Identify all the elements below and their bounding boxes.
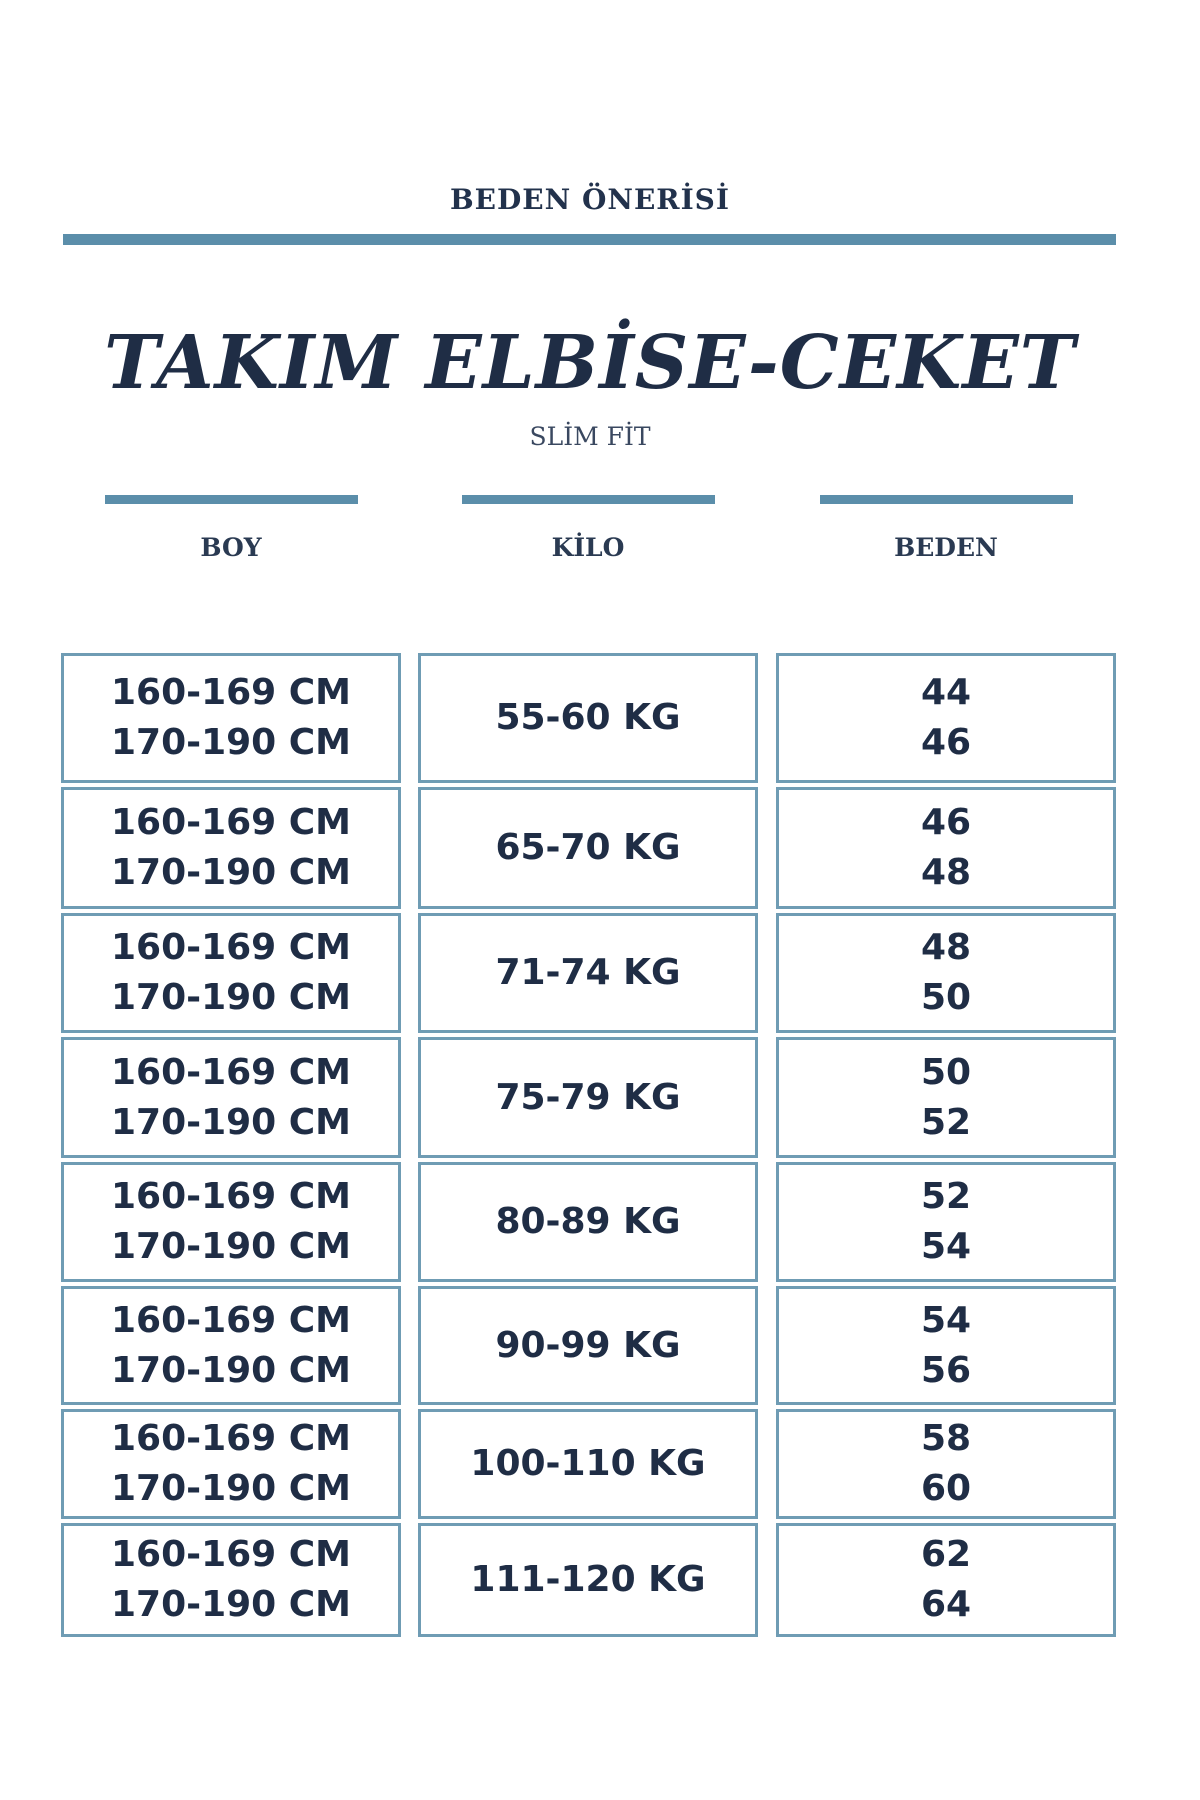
boy-value: 160-169 CM xyxy=(110,1176,351,1217)
table-cell-boy xyxy=(61,913,401,1033)
page-subtitle: SLİM FİT xyxy=(529,422,651,451)
table-cell-beden xyxy=(776,1286,1116,1405)
beden-value: 54 xyxy=(920,1226,972,1267)
table-cell-kilo xyxy=(418,787,758,909)
beden-value: 58 xyxy=(920,1418,972,1459)
beden-value: 46 xyxy=(920,722,972,763)
table-cell-kilo xyxy=(418,1523,758,1637)
beden-value: 50 xyxy=(920,977,972,1018)
table-cell-kilo xyxy=(418,653,758,783)
boy-value: 170-190 CM xyxy=(110,722,351,763)
table-cell-boy xyxy=(61,787,401,909)
table-cell-beden xyxy=(776,1523,1116,1637)
beden-value: 54 xyxy=(920,1299,972,1341)
boy-value: 170-190 CM xyxy=(110,977,351,1018)
table-cell-boy xyxy=(61,1409,401,1519)
boy-value: 170-190 CM xyxy=(110,1349,351,1391)
beden-value: 48 xyxy=(920,852,972,893)
table-cell-kilo xyxy=(418,1162,758,1282)
table-cell-kilo xyxy=(418,1037,758,1158)
table-cell-boy xyxy=(61,1286,401,1405)
column-header-kilo: KİLO xyxy=(551,533,625,562)
column-header-beden: BEDEN xyxy=(894,533,998,562)
beden-value: 56 xyxy=(920,1349,972,1391)
beden-value: 52 xyxy=(920,1101,972,1143)
beden-value: 52 xyxy=(920,1176,972,1217)
kilo-value: 71-74 KG xyxy=(495,952,681,993)
column-header-boy: BOY xyxy=(200,533,262,562)
table-cell-boy xyxy=(61,653,401,783)
table-cell-boy xyxy=(61,1162,401,1282)
boy-value: 160-169 CM xyxy=(110,1534,351,1575)
table-cell-beden xyxy=(776,1037,1116,1158)
beden-value: 44 xyxy=(920,672,972,713)
kilo-value: 80-89 KG xyxy=(495,1201,681,1242)
boy-value: 170-190 CM xyxy=(110,1468,351,1509)
boy-value: 170-190 CM xyxy=(110,1226,351,1267)
kilo-value: 75-79 KG xyxy=(495,1076,681,1118)
column-divider-boy xyxy=(105,495,358,504)
table-cell-beden xyxy=(776,1162,1116,1282)
boy-value: 160-169 CM xyxy=(110,802,351,843)
page-title: TAKIM ELBİSE-CEKET xyxy=(104,320,1076,406)
beden-value: 50 xyxy=(920,1051,972,1093)
table-cell-beden xyxy=(776,913,1116,1033)
table-cell-kilo xyxy=(418,1286,758,1405)
boy-value: 170-190 CM xyxy=(110,1584,351,1625)
beden-value: 64 xyxy=(920,1584,972,1625)
table-cell-beden xyxy=(776,653,1116,783)
table-cell-kilo xyxy=(418,913,758,1033)
table-cell-beden xyxy=(776,1409,1116,1519)
beden-value: 60 xyxy=(920,1468,972,1509)
kilo-value: 55-60 KG xyxy=(495,697,681,738)
header-divider xyxy=(63,234,1116,245)
boy-value: 160-169 CM xyxy=(110,927,351,968)
table-cell-beden xyxy=(776,787,1116,909)
table-cell-boy xyxy=(61,1523,401,1637)
beden-value: 62 xyxy=(920,1534,972,1575)
boy-value: 160-169 CM xyxy=(110,672,351,713)
table-cell-kilo xyxy=(418,1409,758,1519)
kilo-value: 65-70 KG xyxy=(495,827,681,868)
table-cell-boy xyxy=(61,1037,401,1158)
header-title: BEDEN ÖNERİSİ xyxy=(450,183,730,216)
boy-value: 160-169 CM xyxy=(110,1051,351,1093)
boy-value: 170-190 CM xyxy=(110,1101,351,1143)
boy-value: 160-169 CM xyxy=(110,1418,351,1459)
beden-value: 48 xyxy=(920,927,972,968)
boy-value: 170-190 CM xyxy=(110,852,351,893)
kilo-value: 111-120 KG xyxy=(470,1559,706,1600)
column-divider-beden xyxy=(820,495,1073,504)
column-divider-kilo xyxy=(462,495,715,504)
kilo-value: 100-110 KG xyxy=(470,1443,706,1484)
beden-value: 46 xyxy=(920,802,972,843)
kilo-value: 90-99 KG xyxy=(495,1324,681,1366)
boy-value: 160-169 CM xyxy=(110,1299,351,1341)
